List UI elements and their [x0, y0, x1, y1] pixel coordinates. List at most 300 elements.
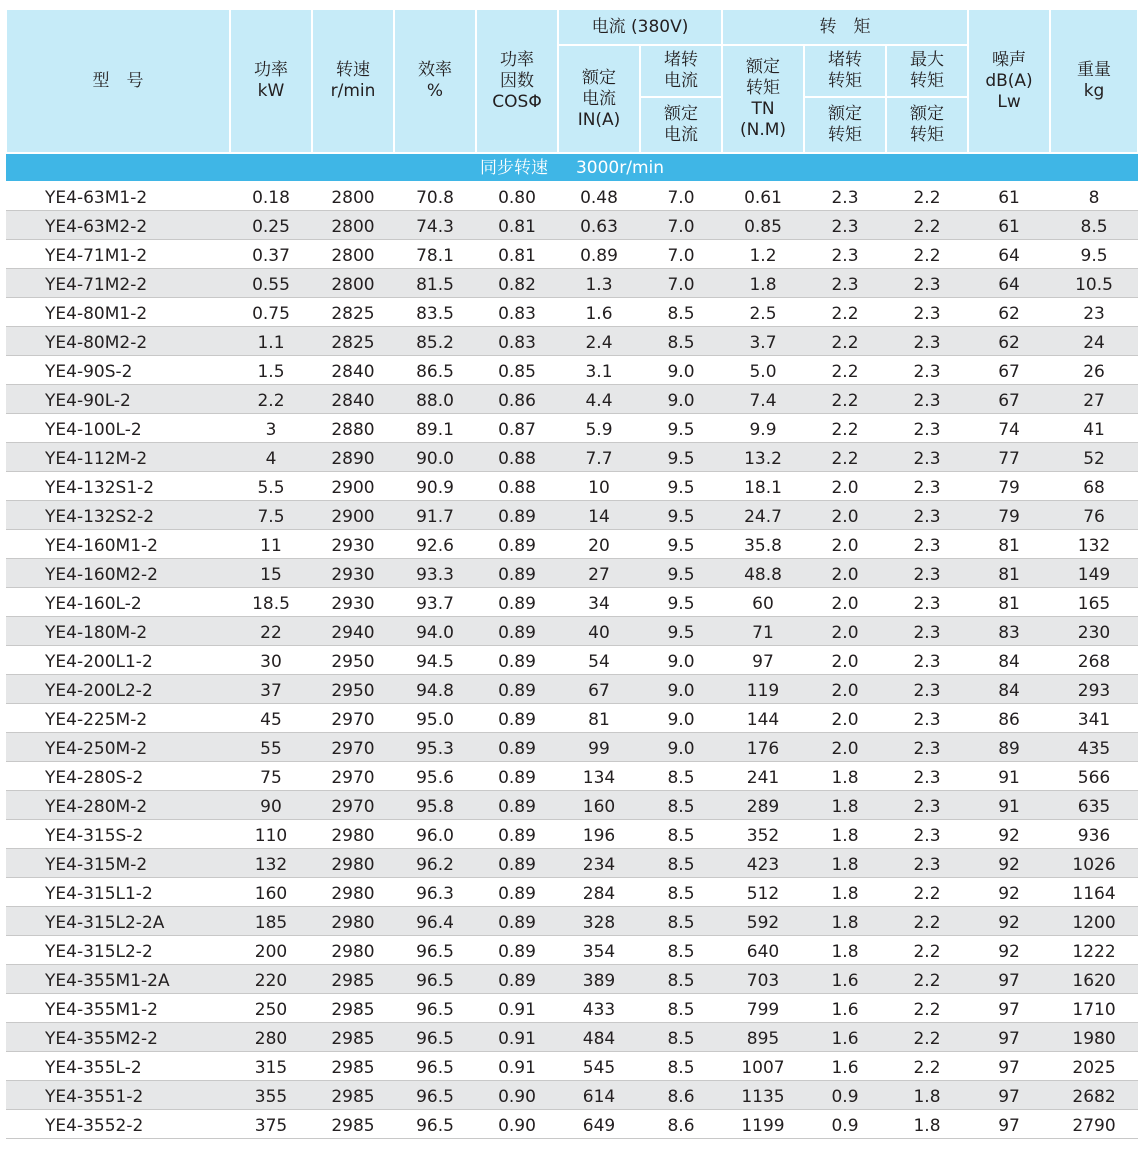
table-row	[6, 587, 1138, 616]
value-cell: 2.3	[886, 384, 968, 413]
header-max-torque-bottom: 额定 转矩	[886, 97, 968, 153]
table-row	[6, 239, 1138, 268]
value-cell: 5.9	[558, 413, 640, 442]
value-cell: 2800	[312, 210, 394, 239]
value-cell: 2.3	[886, 558, 968, 587]
value-cell: 132	[230, 848, 312, 877]
value-cell: 1026	[1050, 848, 1138, 877]
value-cell: 2.2	[886, 1022, 968, 1051]
table-row	[6, 442, 1138, 471]
value-cell: 703	[722, 964, 804, 993]
value-cell: 2.3	[886, 848, 968, 877]
value-cell: 423	[722, 848, 804, 877]
table-row	[6, 964, 1138, 993]
value-cell: 0.89	[476, 732, 558, 761]
header-locked-torque-top: 堵转 转矩	[804, 45, 886, 97]
value-cell: 96.5	[394, 1080, 476, 1109]
value-cell: 200	[230, 935, 312, 964]
value-cell: 165	[1050, 587, 1138, 616]
model-cell: YE4-160L-2	[6, 587, 230, 616]
value-cell: 81	[558, 703, 640, 732]
value-cell: 1.8	[804, 790, 886, 819]
value-cell: 2.2	[886, 1051, 968, 1080]
value-cell: 2.3	[886, 587, 968, 616]
value-cell: 1.6	[804, 1022, 886, 1051]
header-torque-group: 转 矩	[722, 9, 968, 45]
value-cell: 89.1	[394, 413, 476, 442]
value-cell: 70.8	[394, 181, 476, 210]
value-cell: 2.0	[804, 616, 886, 645]
value-cell: 2025	[1050, 1051, 1138, 1080]
value-cell: 8.5	[640, 790, 722, 819]
table-row	[6, 674, 1138, 703]
model-cell: YE4-3552-2	[6, 1109, 230, 1138]
value-cell: 0.89	[476, 790, 558, 819]
value-cell: 2985	[312, 964, 394, 993]
value-cell: 9.5	[640, 413, 722, 442]
value-cell: 1.1	[230, 326, 312, 355]
speed-band-value: 3000r/min	[575, 157, 665, 178]
value-cell: 92	[968, 848, 1050, 877]
value-cell: 81.5	[394, 268, 476, 297]
value-cell: 160	[558, 790, 640, 819]
value-cell: 1980	[1050, 1022, 1138, 1051]
value-cell: 2900	[312, 471, 394, 500]
value-cell: 2790	[1050, 1109, 1138, 1138]
value-cell: 48.8	[722, 558, 804, 587]
value-cell: 0.25	[230, 210, 312, 239]
value-cell: 280	[230, 1022, 312, 1051]
model-cell: YE4-315L2-2	[6, 935, 230, 964]
value-cell: 0.89	[476, 703, 558, 732]
value-cell: 268	[1050, 645, 1138, 674]
value-cell: 592	[722, 906, 804, 935]
model-cell: YE4-90S-2	[6, 355, 230, 384]
value-cell: 2.2	[804, 413, 886, 442]
value-cell: 2.2	[886, 877, 968, 906]
value-cell: 83.5	[394, 297, 476, 326]
value-cell: 0.89	[476, 964, 558, 993]
value-cell: 10	[558, 471, 640, 500]
value-cell: 0.63	[558, 210, 640, 239]
speed-band-label: 同步转速	[479, 157, 548, 178]
value-cell: 8.5	[1050, 210, 1138, 239]
value-cell: 0.89	[476, 935, 558, 964]
value-cell: 2.3	[886, 529, 968, 558]
value-cell: 92.6	[394, 529, 476, 558]
model-cell: YE4-112M-2	[6, 442, 230, 471]
value-cell: 389	[558, 964, 640, 993]
model-cell: YE4-63M1-2	[6, 181, 230, 210]
value-cell: 1.8	[804, 848, 886, 877]
value-cell: 0.85	[722, 210, 804, 239]
value-cell: 0.48	[558, 181, 640, 210]
value-cell: 0.55	[230, 268, 312, 297]
value-cell: 0.75	[230, 297, 312, 326]
value-cell: 2985	[312, 1080, 394, 1109]
value-cell: 355	[230, 1080, 312, 1109]
value-cell: 9.5	[640, 500, 722, 529]
value-cell: 84	[968, 674, 1050, 703]
value-cell: 1.8	[804, 906, 886, 935]
value-cell: 2.2	[886, 964, 968, 993]
value-cell: 354	[558, 935, 640, 964]
value-cell: 90.9	[394, 471, 476, 500]
value-cell: 2950	[312, 645, 394, 674]
value-cell: 2.0	[804, 558, 886, 587]
value-cell: 94.5	[394, 645, 476, 674]
value-cell: 84	[968, 645, 1050, 674]
value-cell: 0.37	[230, 239, 312, 268]
value-cell: 2.4	[558, 326, 640, 355]
value-cell: 41	[1050, 413, 1138, 442]
value-cell: 2.0	[804, 645, 886, 674]
value-cell: 95.6	[394, 761, 476, 790]
value-cell: 76	[1050, 500, 1138, 529]
value-cell: 96.3	[394, 877, 476, 906]
value-cell: 91	[968, 761, 1050, 790]
model-cell: YE4-315M-2	[6, 848, 230, 877]
model-cell: YE4-315L2-2A	[6, 906, 230, 935]
value-cell: 2.2	[886, 935, 968, 964]
value-cell: 119	[722, 674, 804, 703]
value-cell: 2.3	[886, 732, 968, 761]
value-cell: 566	[1050, 761, 1138, 790]
value-cell: 250	[230, 993, 312, 1022]
value-cell: 2985	[312, 993, 394, 1022]
value-cell: 10.5	[1050, 268, 1138, 297]
value-cell: 2800	[312, 239, 394, 268]
value-cell: 11	[230, 529, 312, 558]
value-cell: 8.5	[640, 877, 722, 906]
value-cell: 2.3	[886, 761, 968, 790]
value-cell: 0.89	[476, 500, 558, 529]
value-cell: 936	[1050, 819, 1138, 848]
value-cell: 7.0	[640, 239, 722, 268]
value-cell: 2.3	[886, 500, 968, 529]
value-cell: 24.7	[722, 500, 804, 529]
value-cell: 2.2	[886, 993, 968, 1022]
value-cell: 74.3	[394, 210, 476, 239]
value-cell: 2930	[312, 529, 394, 558]
value-cell: 14	[558, 500, 640, 529]
value-cell: 96.5	[394, 993, 476, 1022]
value-cell: 9.0	[640, 703, 722, 732]
value-cell: 0.89	[476, 906, 558, 935]
value-cell: 2.0	[804, 471, 886, 500]
value-cell: 2970	[312, 790, 394, 819]
value-cell: 5.5	[230, 471, 312, 500]
table-row	[6, 500, 1138, 529]
value-cell: 27	[1050, 384, 1138, 413]
table-row	[6, 1080, 1138, 1109]
value-cell: 2.3	[886, 616, 968, 645]
table-row	[6, 471, 1138, 500]
value-cell: 1.3	[558, 268, 640, 297]
value-cell: 1.8	[804, 761, 886, 790]
value-cell: 86.5	[394, 355, 476, 384]
value-cell: 7.5	[230, 500, 312, 529]
model-cell: YE4-100L-2	[6, 413, 230, 442]
value-cell: 2.2	[804, 355, 886, 384]
value-cell: 0.9	[804, 1109, 886, 1138]
value-cell: 54	[558, 645, 640, 674]
value-cell: 0.81	[476, 210, 558, 239]
value-cell: 9.5	[640, 558, 722, 587]
value-cell: 83	[968, 616, 1050, 645]
value-cell: 7.0	[640, 268, 722, 297]
value-cell: 185	[230, 906, 312, 935]
value-cell: 293	[1050, 674, 1138, 703]
value-cell: 0.86	[476, 384, 558, 413]
value-cell: 7.0	[640, 181, 722, 210]
value-cell: 2.3	[886, 674, 968, 703]
value-cell: 95.8	[394, 790, 476, 819]
value-cell: 9.5	[640, 616, 722, 645]
value-cell: 8.6	[640, 1080, 722, 1109]
value-cell: 61	[968, 210, 1050, 239]
model-cell: YE4-132S1-2	[6, 471, 230, 500]
value-cell: 2.0	[804, 703, 886, 732]
value-cell: 2.2	[804, 442, 886, 471]
value-cell: 2825	[312, 326, 394, 355]
table-row	[6, 616, 1138, 645]
value-cell: 545	[558, 1051, 640, 1080]
value-cell: 94.8	[394, 674, 476, 703]
spec-table	[5, 8, 1139, 1139]
value-cell: 0.90	[476, 1109, 558, 1138]
value-cell: 2.3	[886, 645, 968, 674]
value-cell: 79	[968, 500, 1050, 529]
table-row	[6, 297, 1138, 326]
value-cell: 81	[968, 529, 1050, 558]
table-row	[6, 703, 1138, 732]
model-cell: YE4-160M1-2	[6, 529, 230, 558]
value-cell: 2.3	[886, 268, 968, 297]
value-cell: 26	[1050, 355, 1138, 384]
value-cell: 71	[722, 616, 804, 645]
value-cell: 0.88	[476, 442, 558, 471]
value-cell: 3	[230, 413, 312, 442]
value-cell: 8.5	[640, 1022, 722, 1051]
value-cell: 3.1	[558, 355, 640, 384]
value-cell: 92	[968, 819, 1050, 848]
value-cell: 512	[722, 877, 804, 906]
value-cell: 2.3	[886, 471, 968, 500]
model-cell: YE4-225M-2	[6, 703, 230, 732]
value-cell: 9.5	[1050, 239, 1138, 268]
value-cell: 2930	[312, 558, 394, 587]
header-locked-current-bottom: 额定 电流	[640, 97, 722, 153]
value-cell: 86	[968, 703, 1050, 732]
model-cell: YE4-63M2-2	[6, 210, 230, 239]
table-header	[6, 9, 1138, 153]
value-cell: 88.0	[394, 384, 476, 413]
value-cell: 2.3	[804, 268, 886, 297]
value-cell: 1007	[722, 1051, 804, 1080]
value-cell: 18.1	[722, 471, 804, 500]
value-cell: 97	[968, 1051, 1050, 1080]
value-cell: 2.0	[804, 500, 886, 529]
value-cell: 0.91	[476, 1022, 558, 1051]
value-cell: 176	[722, 732, 804, 761]
model-cell: YE4-200L2-2	[6, 674, 230, 703]
value-cell: 64	[968, 239, 1050, 268]
value-cell: 95.0	[394, 703, 476, 732]
value-cell: 8	[1050, 181, 1138, 210]
value-cell: 81	[968, 558, 1050, 587]
value-cell: 435	[1050, 732, 1138, 761]
value-cell: 3.7	[722, 326, 804, 355]
value-cell: 1135	[722, 1080, 804, 1109]
speed-band-row	[6, 153, 1138, 181]
value-cell: 67	[558, 674, 640, 703]
value-cell: 2.3	[804, 239, 886, 268]
value-cell: 40	[558, 616, 640, 645]
value-cell: 0.89	[476, 529, 558, 558]
table-row	[6, 210, 1138, 239]
value-cell: 2.0	[804, 732, 886, 761]
value-cell: 2.0	[804, 587, 886, 616]
table-row	[6, 355, 1138, 384]
header-locked-torque-bottom: 额定 转矩	[804, 97, 886, 153]
value-cell: 0.18	[230, 181, 312, 210]
table-row	[6, 877, 1138, 906]
value-cell: 230	[1050, 616, 1138, 645]
value-cell: 2980	[312, 906, 394, 935]
value-cell: 1.6	[804, 993, 886, 1022]
model-cell: YE4-80M1-2	[6, 297, 230, 326]
value-cell: 149	[1050, 558, 1138, 587]
value-cell: 52	[1050, 442, 1138, 471]
value-cell: 97	[968, 964, 1050, 993]
value-cell: 8.5	[640, 761, 722, 790]
value-cell: 2825	[312, 297, 394, 326]
model-cell: YE4-355M1-2	[6, 993, 230, 1022]
value-cell: 0.82	[476, 268, 558, 297]
value-cell: 640	[722, 935, 804, 964]
value-cell: 2930	[312, 587, 394, 616]
model-cell: YE4-250M-2	[6, 732, 230, 761]
model-cell: YE4-90L-2	[6, 384, 230, 413]
value-cell: 0.89	[476, 645, 558, 674]
value-cell: 328	[558, 906, 640, 935]
value-cell: 0.9	[804, 1080, 886, 1109]
value-cell: 649	[558, 1109, 640, 1138]
value-cell: 18.5	[230, 587, 312, 616]
value-cell: 8.5	[640, 819, 722, 848]
value-cell: 2985	[312, 1109, 394, 1138]
value-cell: 0.89	[476, 761, 558, 790]
value-cell: 77	[968, 442, 1050, 471]
value-cell: 132	[1050, 529, 1138, 558]
value-cell: 2980	[312, 819, 394, 848]
header-power: 功率 kW	[230, 9, 312, 153]
table-row	[6, 761, 1138, 790]
value-cell: 0.91	[476, 1051, 558, 1080]
value-cell: 2.3	[886, 355, 968, 384]
value-cell: 96.4	[394, 906, 476, 935]
value-cell: 30	[230, 645, 312, 674]
value-cell: 1.8	[886, 1109, 968, 1138]
value-cell: 2.2	[886, 181, 968, 210]
value-cell: 2.3	[886, 413, 968, 442]
value-cell: 78.1	[394, 239, 476, 268]
value-cell: 2970	[312, 703, 394, 732]
value-cell: 2800	[312, 268, 394, 297]
value-cell: 9.0	[640, 355, 722, 384]
model-cell: YE4-3551-2	[6, 1080, 230, 1109]
value-cell: 35.8	[722, 529, 804, 558]
value-cell: 7.7	[558, 442, 640, 471]
value-cell: 9.5	[640, 471, 722, 500]
value-cell: 34	[558, 587, 640, 616]
table-row	[6, 384, 1138, 413]
value-cell: 2900	[312, 500, 394, 529]
value-cell: 9.5	[640, 442, 722, 471]
value-cell: 91.7	[394, 500, 476, 529]
value-cell: 96.5	[394, 1109, 476, 1138]
value-cell: 0.80	[476, 181, 558, 210]
table-row	[6, 413, 1138, 442]
value-cell: 1710	[1050, 993, 1138, 1022]
model-cell: YE4-71M2-2	[6, 268, 230, 297]
value-cell: 4	[230, 442, 312, 471]
model-cell: YE4-180M-2	[6, 616, 230, 645]
value-cell: 635	[1050, 790, 1138, 819]
value-cell: 1.8	[804, 877, 886, 906]
value-cell: 2970	[312, 732, 394, 761]
value-cell: 74	[968, 413, 1050, 442]
value-cell: 97	[968, 1109, 1050, 1138]
value-cell: 4.4	[558, 384, 640, 413]
value-cell: 2.3	[804, 210, 886, 239]
value-cell: 93.3	[394, 558, 476, 587]
value-cell: 2950	[312, 674, 394, 703]
value-cell: 9.0	[640, 732, 722, 761]
model-cell: YE4-280S-2	[6, 761, 230, 790]
value-cell: 2.3	[886, 819, 968, 848]
table-row	[6, 268, 1138, 297]
value-cell: 1.6	[804, 964, 886, 993]
value-cell: 2.0	[804, 529, 886, 558]
value-cell: 92	[968, 935, 1050, 964]
value-cell: 97	[968, 1022, 1050, 1051]
value-cell: 0.90	[476, 1080, 558, 1109]
value-cell: 341	[1050, 703, 1138, 732]
table-body	[6, 153, 1138, 1138]
value-cell: 0.88	[476, 471, 558, 500]
value-cell: 27	[558, 558, 640, 587]
value-cell: 2890	[312, 442, 394, 471]
value-cell: 96.5	[394, 1022, 476, 1051]
value-cell: 2980	[312, 877, 394, 906]
value-cell: 60	[722, 587, 804, 616]
table-row	[6, 558, 1138, 587]
value-cell: 0.89	[476, 616, 558, 645]
header-model: 型 号	[6, 9, 230, 153]
value-cell: 1.8	[804, 935, 886, 964]
value-cell: 67	[968, 384, 1050, 413]
table-row	[6, 819, 1138, 848]
value-cell: 15	[230, 558, 312, 587]
value-cell: 1.6	[804, 1051, 886, 1080]
header-rated-torque: 额定 转矩 TN (N.M)	[722, 45, 804, 153]
value-cell: 8.5	[640, 906, 722, 935]
value-cell: 134	[558, 761, 640, 790]
model-cell: YE4-160M2-2	[6, 558, 230, 587]
value-cell: 196	[558, 819, 640, 848]
